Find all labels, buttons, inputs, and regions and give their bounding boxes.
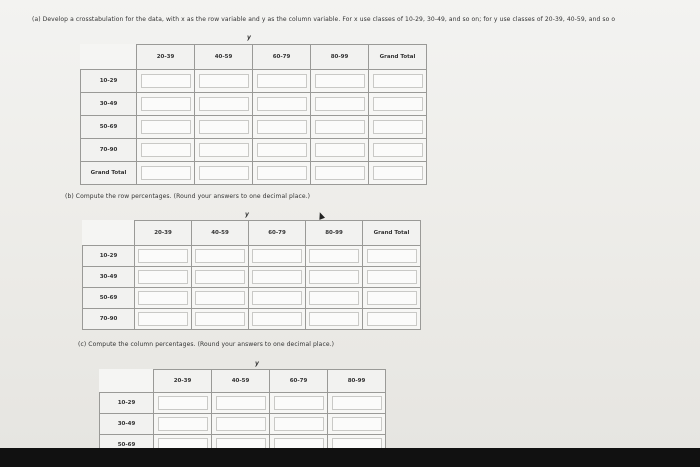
answer-input[interactable] xyxy=(141,97,191,111)
answer-input[interactable] xyxy=(373,97,423,111)
answer-input[interactable] xyxy=(158,396,208,410)
part-b-instruction: (b) Compute the row percentages. (Round your answers to one decimal place.) xyxy=(65,193,311,200)
col-header: 40-59 xyxy=(195,45,253,70)
answer-input[interactable] xyxy=(315,143,365,157)
table-row xyxy=(83,309,421,330)
answer-input[interactable] xyxy=(309,312,359,326)
part-b-col-variable: y xyxy=(245,211,249,218)
answer-input[interactable] xyxy=(309,270,359,284)
answer-input[interactable] xyxy=(158,417,208,431)
col-header: 40-59 xyxy=(192,221,249,246)
answer-input[interactable] xyxy=(367,312,417,326)
answer-input[interactable] xyxy=(252,291,302,305)
answer-input[interactable] xyxy=(367,249,417,263)
row-header: 50-69 xyxy=(83,288,135,309)
answer-input[interactable] xyxy=(257,120,307,134)
table-row xyxy=(83,246,421,267)
answer-input[interactable] xyxy=(141,74,191,88)
answer-input[interactable] xyxy=(315,120,365,134)
table-row xyxy=(100,393,386,414)
table-row xyxy=(83,267,421,288)
col-header: 20-39 xyxy=(154,370,212,393)
col-header-grand-total: Grand Total xyxy=(369,45,427,70)
row-header: 70-90 xyxy=(83,309,135,330)
answer-input[interactable] xyxy=(315,166,365,180)
answer-input[interactable] xyxy=(199,166,249,180)
col-header: 20-39 xyxy=(135,221,192,246)
answer-input[interactable] xyxy=(216,417,266,431)
answer-input[interactable] xyxy=(367,270,417,284)
col-header: 20-39 xyxy=(137,45,195,70)
row-percentages-table xyxy=(82,220,421,330)
answer-input[interactable] xyxy=(257,143,307,157)
table-row xyxy=(81,162,427,185)
row-header: 30-49 xyxy=(100,414,154,435)
answer-input[interactable] xyxy=(252,270,302,284)
answer-input[interactable] xyxy=(138,270,188,284)
table-row xyxy=(83,288,421,309)
answer-input[interactable] xyxy=(332,396,382,410)
answer-input[interactable] xyxy=(199,74,249,88)
col-header: 40-59 xyxy=(212,370,270,393)
answer-input[interactable] xyxy=(315,97,365,111)
answer-input[interactable] xyxy=(216,396,266,410)
crosstab-table xyxy=(80,44,427,185)
answer-input[interactable] xyxy=(199,97,249,111)
row-header: 70-90 xyxy=(81,139,137,162)
answer-input[interactable] xyxy=(141,120,191,134)
row-header: 10-29 xyxy=(81,70,137,93)
part-c-col-variable: y xyxy=(255,360,259,367)
answer-input[interactable] xyxy=(199,143,249,157)
table-row xyxy=(100,414,386,435)
part-a-col-variable: y xyxy=(247,34,251,41)
answer-input[interactable] xyxy=(195,291,245,305)
col-header-grand-total: Grand Total xyxy=(363,221,421,246)
answer-input[interactable] xyxy=(315,74,365,88)
table-row xyxy=(81,139,427,162)
answer-input[interactable] xyxy=(274,396,324,410)
answer-input[interactable] xyxy=(332,417,382,431)
table-row xyxy=(81,116,427,139)
table-row xyxy=(81,93,427,116)
col-header: 60-79 xyxy=(249,221,306,246)
answer-input[interactable] xyxy=(373,120,423,134)
col-header: 80-99 xyxy=(328,370,386,393)
answer-input[interactable] xyxy=(138,312,188,326)
answer-input[interactable] xyxy=(257,97,307,111)
part-a-instruction: (a) Develop a crosstabulation for the data, with x as the row variable and y as the column variable. For x use classes of 10-29, 30-49, and so on; for y use classes of 20-39, 40-59, and so o xyxy=(32,16,616,23)
answer-input[interactable] xyxy=(367,291,417,305)
answer-input[interactable] xyxy=(195,312,245,326)
answer-input[interactable] xyxy=(373,74,423,88)
col-header: 80-99 xyxy=(306,221,363,246)
answer-input[interactable] xyxy=(309,249,359,263)
answer-input[interactable] xyxy=(274,417,324,431)
screen-bottom-bar xyxy=(0,448,700,467)
table-row xyxy=(81,70,427,93)
mouse-cursor-icon xyxy=(317,211,325,220)
col-header: 80-99 xyxy=(311,45,369,70)
answer-input[interactable] xyxy=(141,143,191,157)
answer-input[interactable] xyxy=(141,166,191,180)
answer-input[interactable] xyxy=(309,291,359,305)
answer-input[interactable] xyxy=(195,249,245,263)
row-header: 10-29 xyxy=(83,246,135,267)
answer-input[interactable] xyxy=(195,270,245,284)
answer-input[interactable] xyxy=(252,312,302,326)
answer-input[interactable] xyxy=(199,120,249,134)
col-header: 60-79 xyxy=(253,45,311,70)
answer-input[interactable] xyxy=(138,291,188,305)
row-header: 50-69 xyxy=(100,435,154,456)
row-header: 50-69 xyxy=(81,116,137,139)
answer-input[interactable] xyxy=(257,74,307,88)
answer-input[interactable] xyxy=(373,143,423,157)
part-c-instruction: (c) Compute the column percentages. (Round your answers to one decimal place.) xyxy=(78,341,335,348)
row-header: 30-49 xyxy=(83,267,135,288)
column-percentages-table xyxy=(99,369,386,456)
answer-input[interactable] xyxy=(138,249,188,263)
col-header: 60-79 xyxy=(270,370,328,393)
answer-input[interactable] xyxy=(257,166,307,180)
row-header-grand-total: Grand Total xyxy=(81,162,137,185)
row-header: 10-29 xyxy=(100,393,154,414)
answer-input[interactable] xyxy=(252,249,302,263)
row-header: 30-49 xyxy=(81,93,137,116)
answer-input[interactable] xyxy=(373,166,423,180)
